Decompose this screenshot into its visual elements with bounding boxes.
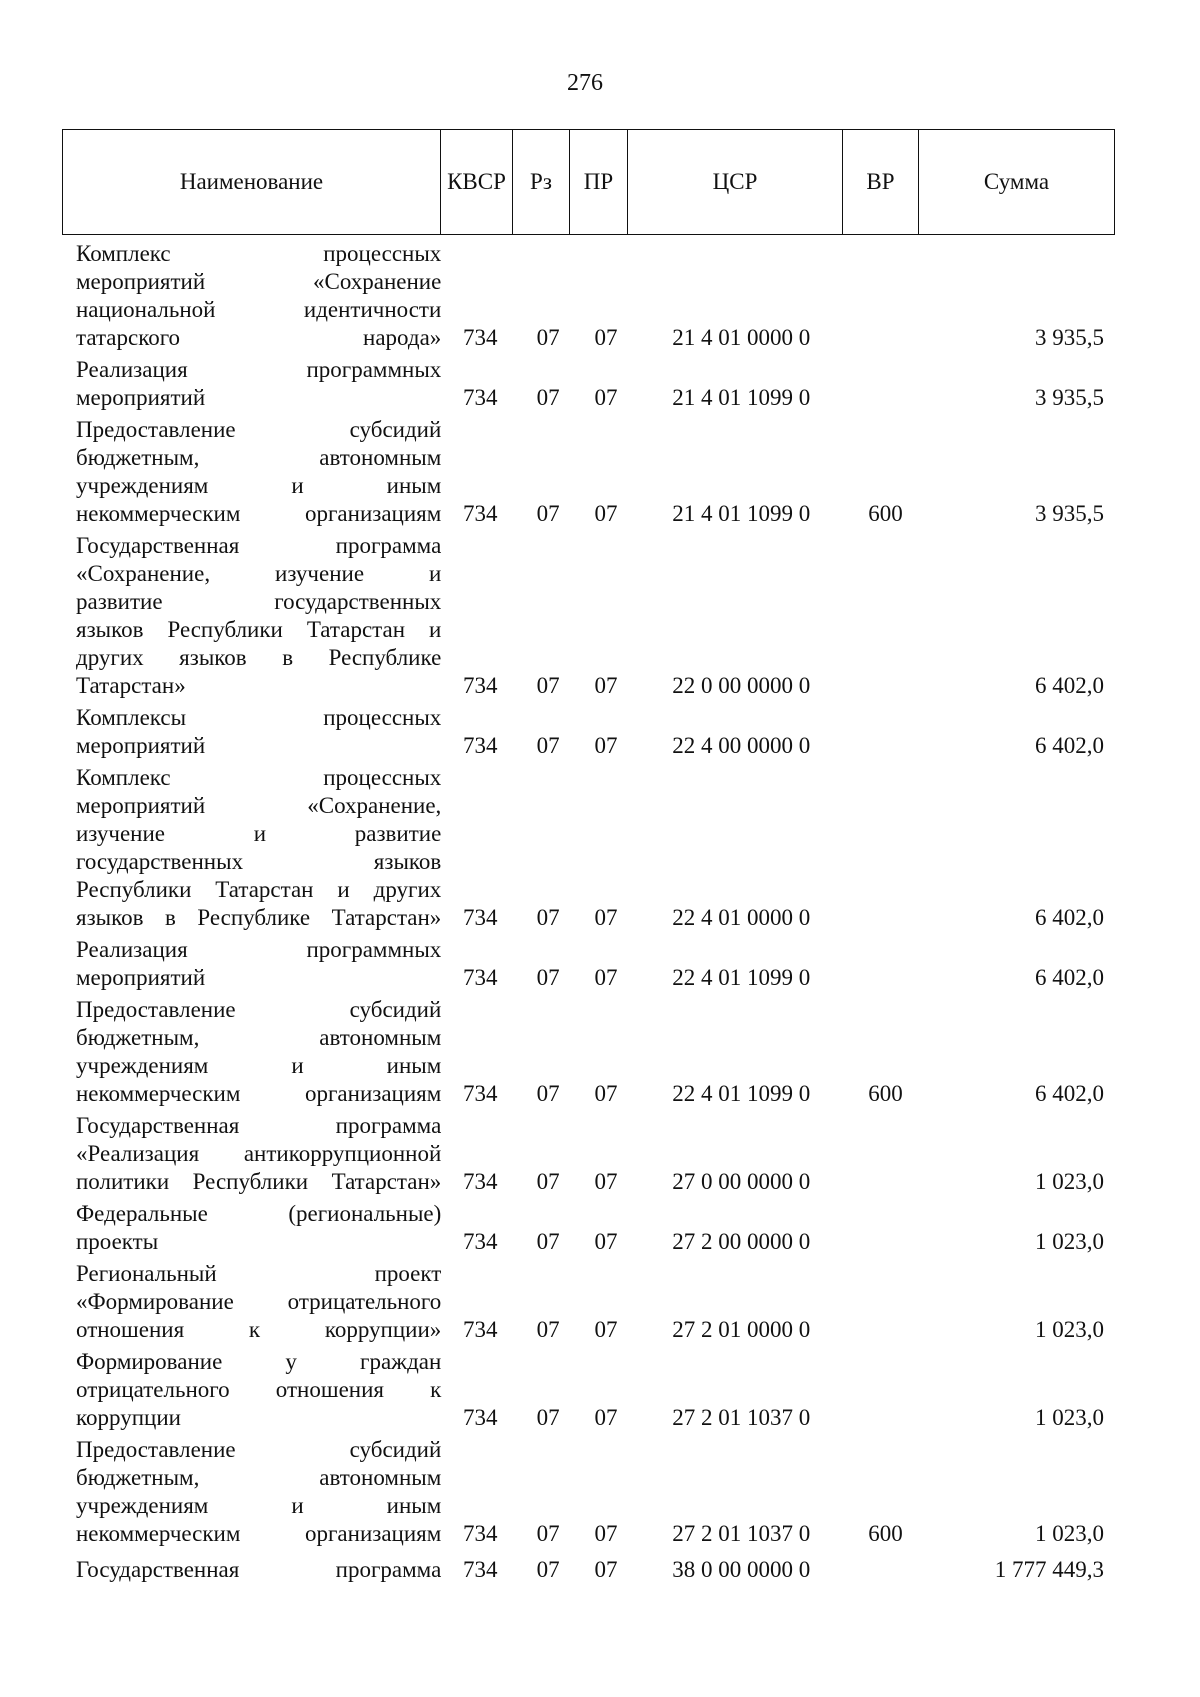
row-sum: 6 402,0 <box>1035 673 1105 698</box>
table-row <box>62 240 1112 352</box>
row-kvsr: 734 <box>462 1317 498 1342</box>
row-csr: 22 4 01 1099 0 <box>672 965 811 990</box>
row-name-line: Реализация программных <box>76 357 442 382</box>
row-name <box>62 1556 441 1584</box>
row-pr: 07 <box>594 733 618 758</box>
row-pr: 07 <box>594 965 618 990</box>
row-name <box>62 240 441 352</box>
row-name <box>62 936 441 992</box>
row-kvsr: 734 <box>462 1557 498 1582</box>
row-name-line: Региональный проект <box>76 1261 442 1286</box>
row-name-line: отрицательного отношения к <box>76 1377 442 1402</box>
header-pr: ПР <box>570 130 628 235</box>
row-name-line: мероприятий <box>76 965 206 990</box>
row-sum: 6 402,0 <box>1035 905 1105 930</box>
page-number: 276 <box>567 70 603 96</box>
row-name-line: Республики Татарстан и других <box>76 877 442 902</box>
row-csr: 21 4 01 0000 0 <box>672 325 811 350</box>
table-row <box>62 532 1112 700</box>
row-name-line: «Формирование отрицательного <box>76 1289 442 1314</box>
row-name-line: изучение и развитие <box>76 821 442 846</box>
row-csr: 22 4 01 1099 0 <box>672 1081 811 1106</box>
row-sum: 1 023,0 <box>1035 1317 1105 1342</box>
row-sum: 1 023,0 <box>1035 1405 1105 1430</box>
row-vr: 600 <box>868 501 903 526</box>
row-name-line: «Сохранение, изучение и <box>76 561 442 586</box>
header-rz: Рз <box>513 130 570 235</box>
row-name-line: учреждениям и иным <box>76 1493 442 1518</box>
row-name-line: Государственная программа <box>76 1113 442 1138</box>
row-csr: 27 2 00 0000 0 <box>672 1229 811 1254</box>
row-name <box>62 1200 441 1256</box>
row-kvsr: 734 <box>462 673 498 698</box>
row-name-line: Предоставление субсидий <box>76 1437 442 1462</box>
row-name <box>62 996 441 1108</box>
row-csr: 27 0 00 0000 0 <box>672 1169 811 1194</box>
row-name <box>62 764 441 932</box>
row-kvsr: 734 <box>462 1405 498 1430</box>
row-kvsr: 734 <box>462 733 498 758</box>
row-pr: 07 <box>594 1557 618 1582</box>
row-name-line: Реализация программных <box>76 937 442 962</box>
row-csr: 22 4 01 0000 0 <box>672 905 811 930</box>
row-pr: 07 <box>594 673 618 698</box>
row-kvsr: 734 <box>462 965 498 990</box>
row-sum: 1 023,0 <box>1035 1169 1105 1194</box>
row-name-line: мероприятий «Сохранение <box>76 269 442 294</box>
row-name-line: Формирование у граждан <box>76 1349 442 1374</box>
row-name-line: мероприятий <box>76 733 206 758</box>
row-name <box>62 532 441 700</box>
row-pr: 07 <box>594 325 618 350</box>
row-rz: 07 <box>536 1405 560 1430</box>
row-name-line: Комплексы процессных <box>76 705 442 730</box>
row-name-line: Федеральные (региональные) <box>76 1201 442 1226</box>
row-sum: 1 023,0 <box>1035 1521 1105 1546</box>
row-sum: 3 935,5 <box>1035 325 1105 350</box>
row-csr: 27 2 01 1037 0 <box>672 1521 811 1546</box>
row-name-line: национальной идентичности <box>76 297 442 322</box>
row-rz: 07 <box>536 965 560 990</box>
row-csr: 21 4 01 1099 0 <box>672 501 811 526</box>
row-name-line: некоммерческим организациям <box>76 1081 442 1106</box>
table-row <box>62 996 1112 1108</box>
row-rz: 07 <box>536 1317 560 1342</box>
row-name <box>62 356 441 412</box>
row-sum: 6 402,0 <box>1035 733 1105 758</box>
row-name-line: учреждениям и иным <box>76 473 442 498</box>
row-pr: 07 <box>594 1405 618 1430</box>
row-sum: 3 935,5 <box>1035 385 1105 410</box>
row-csr: 21 4 01 1099 0 <box>672 385 811 410</box>
row-csr: 27 2 01 0000 0 <box>672 1317 811 1342</box>
row-pr: 07 <box>594 1229 618 1254</box>
row-name-line: учреждениям и иным <box>76 1053 442 1078</box>
row-sum: 1 023,0 <box>1035 1229 1105 1254</box>
row-rz: 07 <box>536 1169 560 1194</box>
table-row <box>62 1260 1112 1344</box>
row-pr: 07 <box>594 1169 618 1194</box>
header-csr: ЦСР <box>628 130 843 235</box>
row-pr: 07 <box>594 501 618 526</box>
row-name <box>62 1348 441 1432</box>
table-row <box>62 1348 1112 1432</box>
table-header <box>62 129 1115 235</box>
row-name-line: других языков в Республике <box>76 645 442 670</box>
row-name-line: развитие государственных <box>76 589 442 614</box>
table-body <box>62 240 1112 1584</box>
row-name-line: Предоставление субсидий <box>76 417 442 442</box>
row-name-line: Татарстан» <box>76 673 186 698</box>
row-vr: 600 <box>868 1081 903 1106</box>
row-name-line: татарского народа» <box>76 325 442 350</box>
row-name-line: политики Республики Татарстан» <box>76 1169 442 1194</box>
row-name <box>62 1436 441 1548</box>
row-rz: 07 <box>536 385 560 410</box>
row-rz: 07 <box>536 501 560 526</box>
row-name-line: языков в Республике Татарстан» <box>76 905 442 930</box>
row-rz: 07 <box>536 905 560 930</box>
row-name-line: некоммерческим организациям <box>76 501 442 526</box>
row-kvsr: 734 <box>462 1229 498 1254</box>
row-pr: 07 <box>594 905 618 930</box>
row-pr: 07 <box>594 1521 618 1546</box>
row-name-line: бюджетным, автономным <box>76 445 442 470</box>
row-csr: 22 4 00 0000 0 <box>672 733 811 758</box>
row-name-line: мероприятий «Сохранение, <box>76 793 442 818</box>
row-rz: 07 <box>536 673 560 698</box>
row-rz: 07 <box>536 1081 560 1106</box>
row-sum: 6 402,0 <box>1035 965 1105 990</box>
row-rz: 07 <box>536 733 560 758</box>
row-kvsr: 734 <box>462 1081 498 1106</box>
table-row <box>62 416 1112 528</box>
row-rz: 07 <box>536 1557 560 1582</box>
row-name-line: бюджетным, автономным <box>76 1465 442 1490</box>
row-name <box>62 1260 441 1344</box>
header-name: Наименование <box>63 130 441 235</box>
row-name-line: проекты <box>76 1229 159 1254</box>
row-kvsr: 734 <box>462 1169 498 1194</box>
row-name-line: Комплекс процессных <box>76 765 442 790</box>
table-row <box>62 1200 1112 1256</box>
table-row <box>62 356 1112 412</box>
row-name-line: Комплекс процессных <box>76 241 442 266</box>
row-name-line: Государственная программа <box>76 1557 442 1582</box>
row-pr: 07 <box>594 1081 618 1106</box>
row-sum: 1 777 449,3 <box>994 1557 1105 1582</box>
row-name <box>62 704 441 760</box>
row-kvsr: 734 <box>462 1521 498 1546</box>
row-vr: 600 <box>868 1521 903 1546</box>
row-name <box>62 416 441 528</box>
row-name-line: государственных языков <box>76 849 442 874</box>
row-kvsr: 734 <box>462 325 498 350</box>
row-name-line: отношения к коррупции» <box>76 1317 442 1342</box>
row-sum: 3 935,5 <box>1035 501 1105 526</box>
row-rz: 07 <box>536 1521 560 1546</box>
row-csr: 27 2 01 1037 0 <box>672 1405 811 1430</box>
row-csr: 22 0 00 0000 0 <box>672 673 811 698</box>
table-row <box>62 1556 1112 1584</box>
row-name-line: бюджетным, автономным <box>76 1025 442 1050</box>
row-kvsr: 734 <box>462 501 498 526</box>
row-name-line: «Реализация антикоррупционной <box>76 1141 442 1166</box>
header-vr: ВР <box>843 130 919 235</box>
row-pr: 07 <box>594 1317 618 1342</box>
row-pr: 07 <box>594 385 618 410</box>
row-name-line: коррупции <box>76 1405 181 1430</box>
row-name-line: языков Республики Татарстан и <box>76 617 442 642</box>
header-sum: Сумма <box>919 130 1115 235</box>
table-row <box>62 1436 1112 1548</box>
header-kvsr: КВСР <box>441 130 513 235</box>
table-row <box>62 704 1112 760</box>
row-sum: 6 402,0 <box>1035 1081 1105 1106</box>
row-name-line: некоммерческим организациям <box>76 1521 442 1546</box>
row-rz: 07 <box>536 1229 560 1254</box>
row-rz: 07 <box>536 325 560 350</box>
row-kvsr: 734 <box>462 385 498 410</box>
row-name <box>62 1112 441 1196</box>
row-name-line: Предоставление субсидий <box>76 997 442 1022</box>
table-row <box>62 764 1112 932</box>
table-row <box>62 1112 1112 1196</box>
row-name-line: мероприятий <box>76 385 206 410</box>
row-csr: 38 0 00 0000 0 <box>672 1557 811 1582</box>
table-row <box>62 936 1112 992</box>
row-name-line: Государственная программа <box>76 533 442 558</box>
row-kvsr: 734 <box>462 905 498 930</box>
